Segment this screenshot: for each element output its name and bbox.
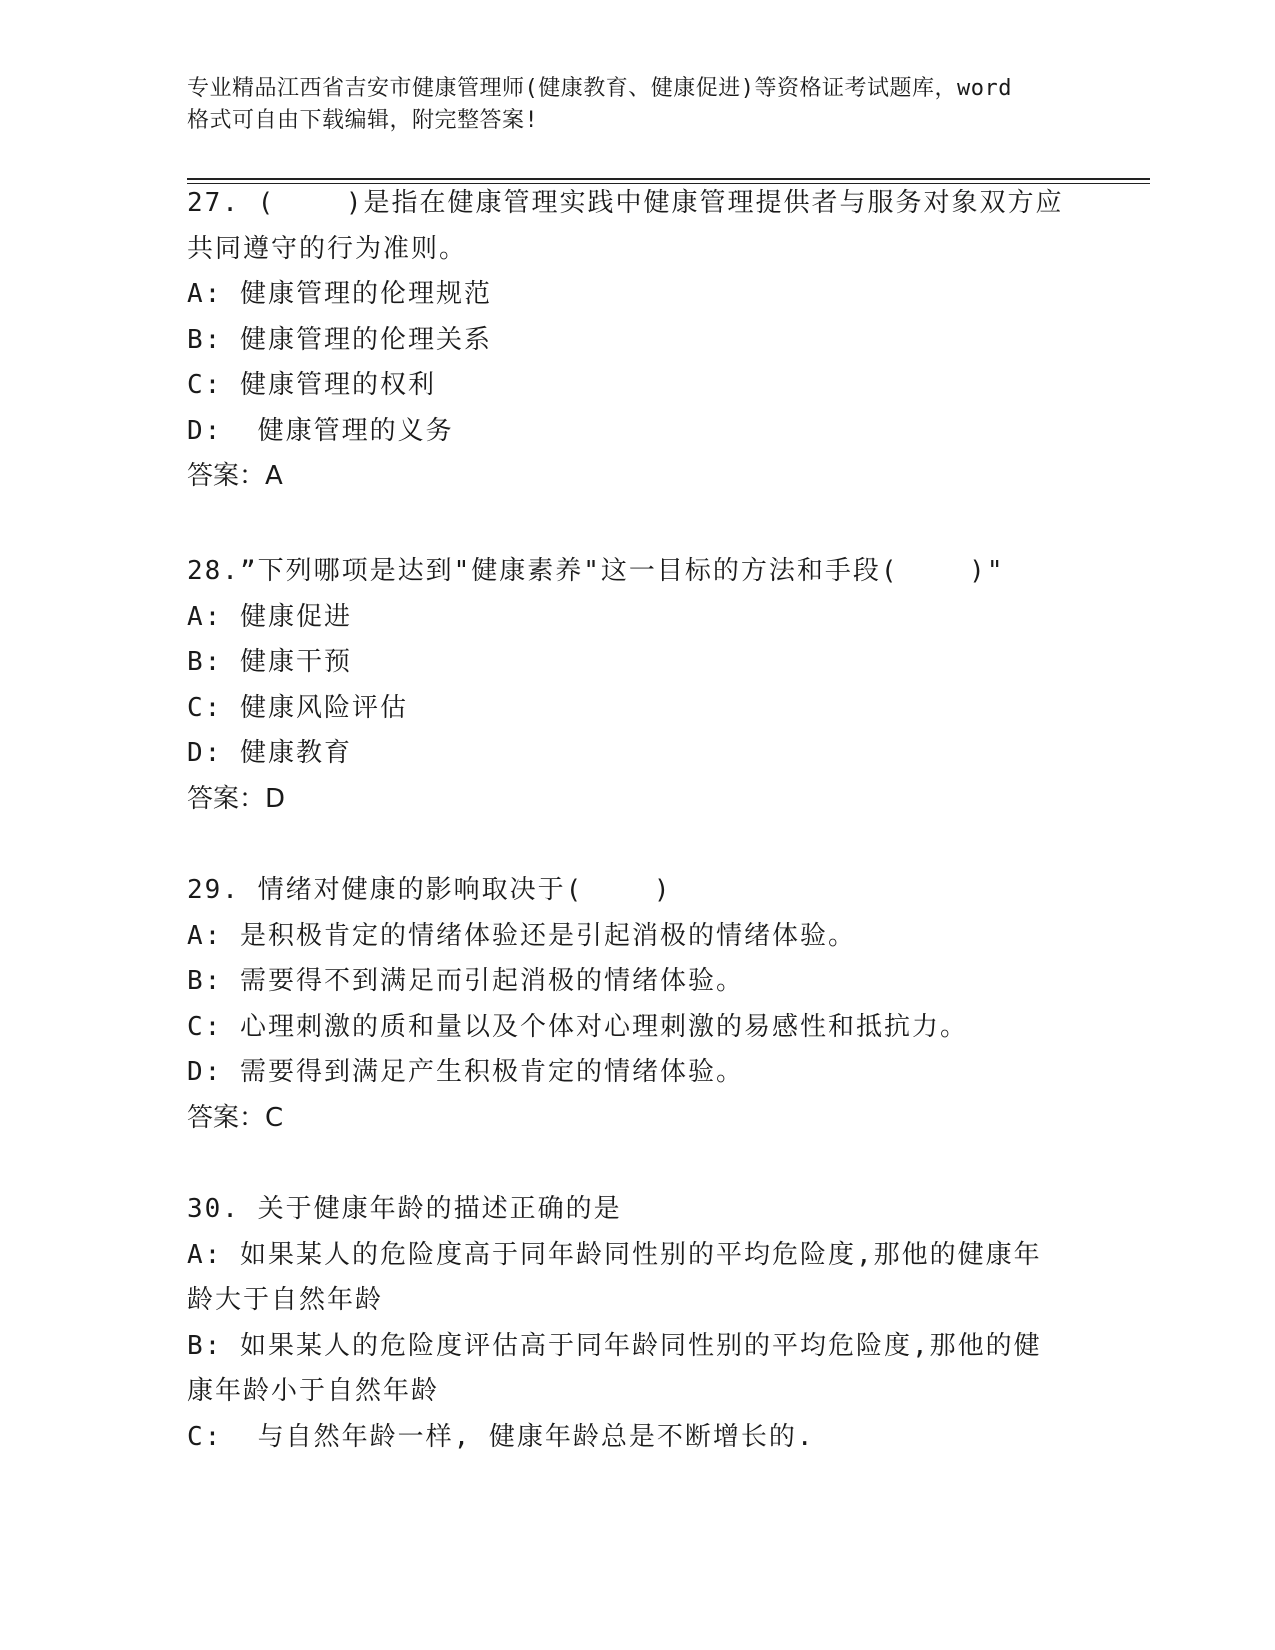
- option-d: D: 健康教育: [187, 738, 352, 768]
- option-a: A: 健康促进: [187, 601, 352, 632]
- header-line-1: 专业精品江西省吉安市健康管理师(健康教育、健康促进)等资格证考试题库，word: [187, 76, 1012, 101]
- document-header: [187, 73, 1087, 137]
- option-c: C: 健康风险评估: [187, 692, 408, 723]
- option-c: C: 心理刺激的质和量以及个体对心理刺激的易感性和抵抗力。: [187, 1011, 968, 1042]
- option-a: A: 如果某人的危险度高于同年龄同性别的平均危险度,那他的健康年: [187, 1239, 1042, 1270]
- question-30: [187, 1187, 1067, 1460]
- option-b: B: 健康管理的伦理关系: [187, 324, 492, 355]
- question-27: [187, 181, 1067, 500]
- option-d: D: 健康管理的义务: [187, 415, 454, 446]
- header-divider-thick: [187, 178, 1150, 180]
- header-line-2: 格式可自由下载编辑，附完整答案!: [187, 108, 539, 133]
- option-b: B: 需要得不到满足而引起消极的情绪体验。: [187, 966, 744, 996]
- question-stem: 30. 关于健康年龄的描述正确的是: [187, 1194, 622, 1224]
- answer: 答案：C: [187, 1102, 284, 1133]
- question-28: [187, 549, 1067, 822]
- question-stem: 29. 情绪对健康的影响取决于( ): [187, 875, 672, 905]
- option-b: B: 健康干预: [187, 647, 352, 677]
- option-b-continued: 康年龄小于自然年龄: [187, 1376, 440, 1406]
- question-stem: 27. ( )是指在健康管理实践中健康管理提供者与服务对象双方应: [187, 188, 1064, 218]
- question-stem: 共同遵守的行为准则。: [187, 233, 468, 264]
- question-29: [187, 868, 1067, 1141]
- answer: 答案：A: [187, 461, 283, 491]
- option-c: C: 与自然年龄一样, 健康年龄总是不断增长的.: [187, 1421, 815, 1452]
- question-stem: 28.”下列哪项是达到"健康素养"这一目标的方法和手段( )": [187, 556, 1005, 586]
- option-c: C: 健康管理的权利: [187, 370, 436, 400]
- option-a-continued: 龄大于自然年龄: [187, 1285, 384, 1315]
- option-b: B: 如果某人的危险度评估高于同年龄同性别的平均危险度,那他的健: [187, 1330, 1042, 1361]
- option-a: A: 是积极肯定的情绪体验还是引起消极的情绪体验。: [187, 920, 856, 951]
- answer: 答案：D: [187, 783, 286, 814]
- option-a: A: 健康管理的伦理规范: [187, 279, 492, 309]
- option-d: D: 需要得到满足产生积极肯定的情绪体验。: [187, 1057, 744, 1087]
